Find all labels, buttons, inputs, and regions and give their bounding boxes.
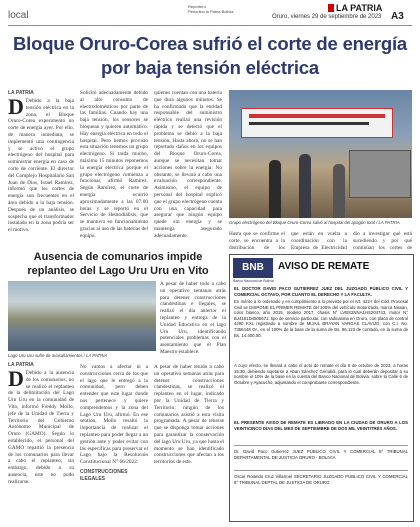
notice-intro: EL DOCTOR DAVID PACO GUTIERREZ JUEZ DEL JUZGADO PÚBLICO CIVIL Y COMERCIAL OCTAVO, POR CUANTO EL DERECHO Y LA FACULTA. [234, 286, 408, 297]
photo2-caption-text: Lago Uru Uru sufre de avasallamientos [8, 353, 83, 358]
signature-secretary: Oscar Rolando Cruz Villarroel SECRETARIO JUZGADO PÚBLICO CIVIL Y COMERCIAL 8° TRIBUNAL DEPTAL DE JUSTICIA DE ORURO [234, 470, 408, 485]
photo1-credit: LA PATRIA [378, 220, 400, 225]
generator-photo [229, 90, 412, 218]
bnb-logo-subtitle: Banco Nacional de Bolivia [233, 279, 274, 283]
reporter-credit: Reportero Periodico la Patria Bolivia [188, 4, 234, 14]
dropcap: D [8, 98, 24, 119]
article1-column-1 [8, 98, 74, 248]
brand-name: LA PATRIA [336, 3, 383, 13]
article1-below-col-1: Hasta que se confirme el corte, se encuentra a la distribución de los [229, 231, 285, 251]
photo1-caption-text: Grupo electrógeno del Bloque Oruro-Corea salvó al hospital del apagón total [229, 220, 375, 225]
brand-logo-mark [328, 4, 334, 12]
article1-kicker: LA PATRIA [8, 90, 34, 96]
header-divider [8, 25, 412, 26]
article2-column-3: A pesar de haber tenido a cabo un operativo semanas atrás para detener construcciones clandestinas, se realizó el replanteo en el lugar, indicado por la Unidad de Tierra y Territorio; ningún de los comunarios asistió a esta visita programada. A pesar de tenerse que se disponga tomar acciones para garantizar la conservación del lago Uru Uru, ya que hasta el momento se han identificado construcciones que afectan a los territorios de este. [154, 364, 224, 466]
article2-col1-text: Debido a la ausencia de los comunarios, no se realizó el replanteo de la delimitación del Lago Uru Uru en la comunidad de Vito, informó Freddy Mollo, jefe de la Unidad de Tierra y Territorio del Gobierno Autónomo Municipal de Oruro (GAMO). Según lo establecido, el personal del GAMO repartió la presencia de los comunarios para llevar a cabo el replanteo; sin embargo, debido a su ausencia, este no pudo realizarse. [8, 370, 74, 485]
signature-judge: Dr. David Paco Gutierrez JUEZ PÚBLICO CIVIL Y COMERCIAL 8° TRIBUNAL DEPARTAMENTAL DE JUSTICIA ORURO - BOLIVIA [234, 445, 408, 460]
article2-headline: Ausencia de comunarios impide replanteo del Lago Uru Uru en Vito [27, 251, 209, 277]
main-headline: Bloque Oruro-Corea sufrió el corte de energía por baja tensión eléctrica [13, 33, 407, 78]
section-label: local [8, 10, 29, 21]
notice-body-2: A cuyo efecto, se llevará a cabo el acto de remate el día 6 de octubre de 2023, a horas 15:30, debiendo sujetarse a Aban Sánchez Grimaldi, para lo cual deberán depositar a su nombre el 10% de la base en la cuenta del Banco Nacional de Bolivia, sobre la Calle 6 de Octubre y Ayacucho, adjuntando el comprobante correspondiente. [234, 363, 408, 385]
article2-column-1 [8, 370, 74, 520]
article2-col2-text: No vamos a afectar ni a construcciones cerca de los que el lago que le entregó a la comunidad, pero deben entender que este lugar donde nos pertenece y quiere comprendemos y la zona del Lago Uru Uru, afirmó. En ese sentido, Mollo resaltó la importancia de realizar el replanteo para poder llegar a un gestión ante y poder evitar con las específicas para preservar el Lago bajo la Resolución Constitucional N° 66/2022. [80, 364, 148, 466]
notice-body: En mérito a lo ordenado y en cumplimiento a lo previsto por el Art. 422-I del Cód. Procesal Civil se DISPONE EL PRIMER REMATE del 100% del vehículo motorizado, marca Nissan, color blanco, año 2015, modelo 2017, chasis N° LVBS2NNA1HS204743, motor N° BJ4161D4505671; tipo de servicio particular, con radicatoria en Oruro, con placa de control 4290 KXL registrado a nombre de MIJAIL BRAYAN VARGAS CLAVIJO, con C.I. No. 7356448 Or., en el 100% de la base de la suma de Bs. 96.123 de contado, en la suma de Bs. 14.400,00. [234, 299, 408, 338]
photo2-caption: Lago Uru Uru sufre de avasallamientos / LA PATRIA [8, 353, 108, 358]
article1-column-3: quienes cuentan con una batería que dura algunos minutos. Se ha confirmado que la entidad responsable del suministro eléctrico realizó una revisión rápida y se detectó que el problema se debió a la baja tensión. Hasta ahora, no se han reportado daños en los equipos del Bloque Oruro-Corea, aunque se necesitan tomar acciones sobre la energía. No obstante, se llevará a cabo una evaluación correspondiente. Asimismo, el equipo de personal del hospital explicó que el grupo electrógeno cuenta con una capacidad para asegurar que ningún equipo quede sin energía y se mantenga asegurado adecuadamente. [154, 90, 222, 239]
article2-subkicker: CONSTRUCCIONES ILEGALES [80, 468, 128, 482]
notice-issued: EL PRESENTE AVISO DE REMATE ES LIBRADO EN LA CIUDAD DE ORURO A LOS VEINTICINCO DÍAS DEL MES DE SEPTIEMBRE DE DOS MIL VEINTITRÉS AÑOS. [234, 420, 408, 431]
person-figure [269, 160, 281, 218]
page-number: A3 [391, 11, 404, 22]
bnb-logo: BNB [233, 258, 273, 278]
person-figure [299, 154, 311, 218]
article2-column-2 [80, 364, 148, 520]
banner-stripe [249, 114, 385, 118]
article1-col1-text: Debido a la baja tensión eléctrica en la zona, el Bloque Oruro-Corea experimentó un corte de energía ayer. Por ello, de manera inmediata, se implementó una contingencia y se activó el grupo electrógeno del hospital para suministrar energía en caso de corte de corriente. El director del Complejo Hospitalario San Juan de Dios, Israel Ramírez, informó que los cortes de energía son frecuentes en el área debido a la baja tensión. Después de un análisis, se sospecha que el transformador instalado en la zona podría ser el motivo. [8, 98, 74, 234]
banner-text-line [249, 122, 369, 125]
notice-title: AVISO DE REMATE [278, 261, 370, 272]
issue-date: Oruro, viernes 29 de septiembre de 2023 [272, 14, 382, 20]
article2-top-column: A pesar de haber todo a cabo un operativo semanas atrás para detener construcciones clandestinas e ilegales, se realizó el día anterior el replanteo y entrega de la Unidad Educativa en el lago Uru Uru, identificando potenciales problemas con el asentamiento que el Plan Maestro establece. [160, 281, 226, 355]
article1-below-col-3: dio a investigar qué está sucediendo y por qué continúan los cortes de [353, 231, 412, 251]
article2-kicker: LA PATRIA [8, 362, 34, 368]
dropcap: D [8, 370, 24, 391]
photo2-credit: LA PATRIA [86, 353, 108, 358]
photo1-caption: Grupo electrógeno del Bloque Oruro-Corea salvó al hospital del apagón total / LA PATRIA [229, 220, 400, 225]
article1-column-2: Solicitó adecuadamente debido al alto consumo de electrodomésticos por parte de las familias. Cuando hay una baja tensión, los sensores se bloquean y quieren automático. Hay energía eléctrica en todo el hospital. Pero hemos provisto esta situación tenemos un grupo electrógeno. Si tarda mucho, máximo 15 minutos reponemos la energía eléctrica porque el grupo electrógeno comienza a funcionar, afirmó Ramírez. Según Ramírez, el corte de energía ocurrió aproximadamente a las 07:00 horas y se reportó en el Servicio de Hemodiálisis, que se mantuvo en funcionamiento gracias al uso de las baterías del equipo. [80, 90, 148, 239]
lake-photo [8, 281, 156, 351]
generator-unit [349, 150, 411, 198]
article1-below-col-2: que están en vuelta a coordinación con la Empresa de Electricidad [291, 231, 347, 251]
person-figure [333, 164, 345, 218]
